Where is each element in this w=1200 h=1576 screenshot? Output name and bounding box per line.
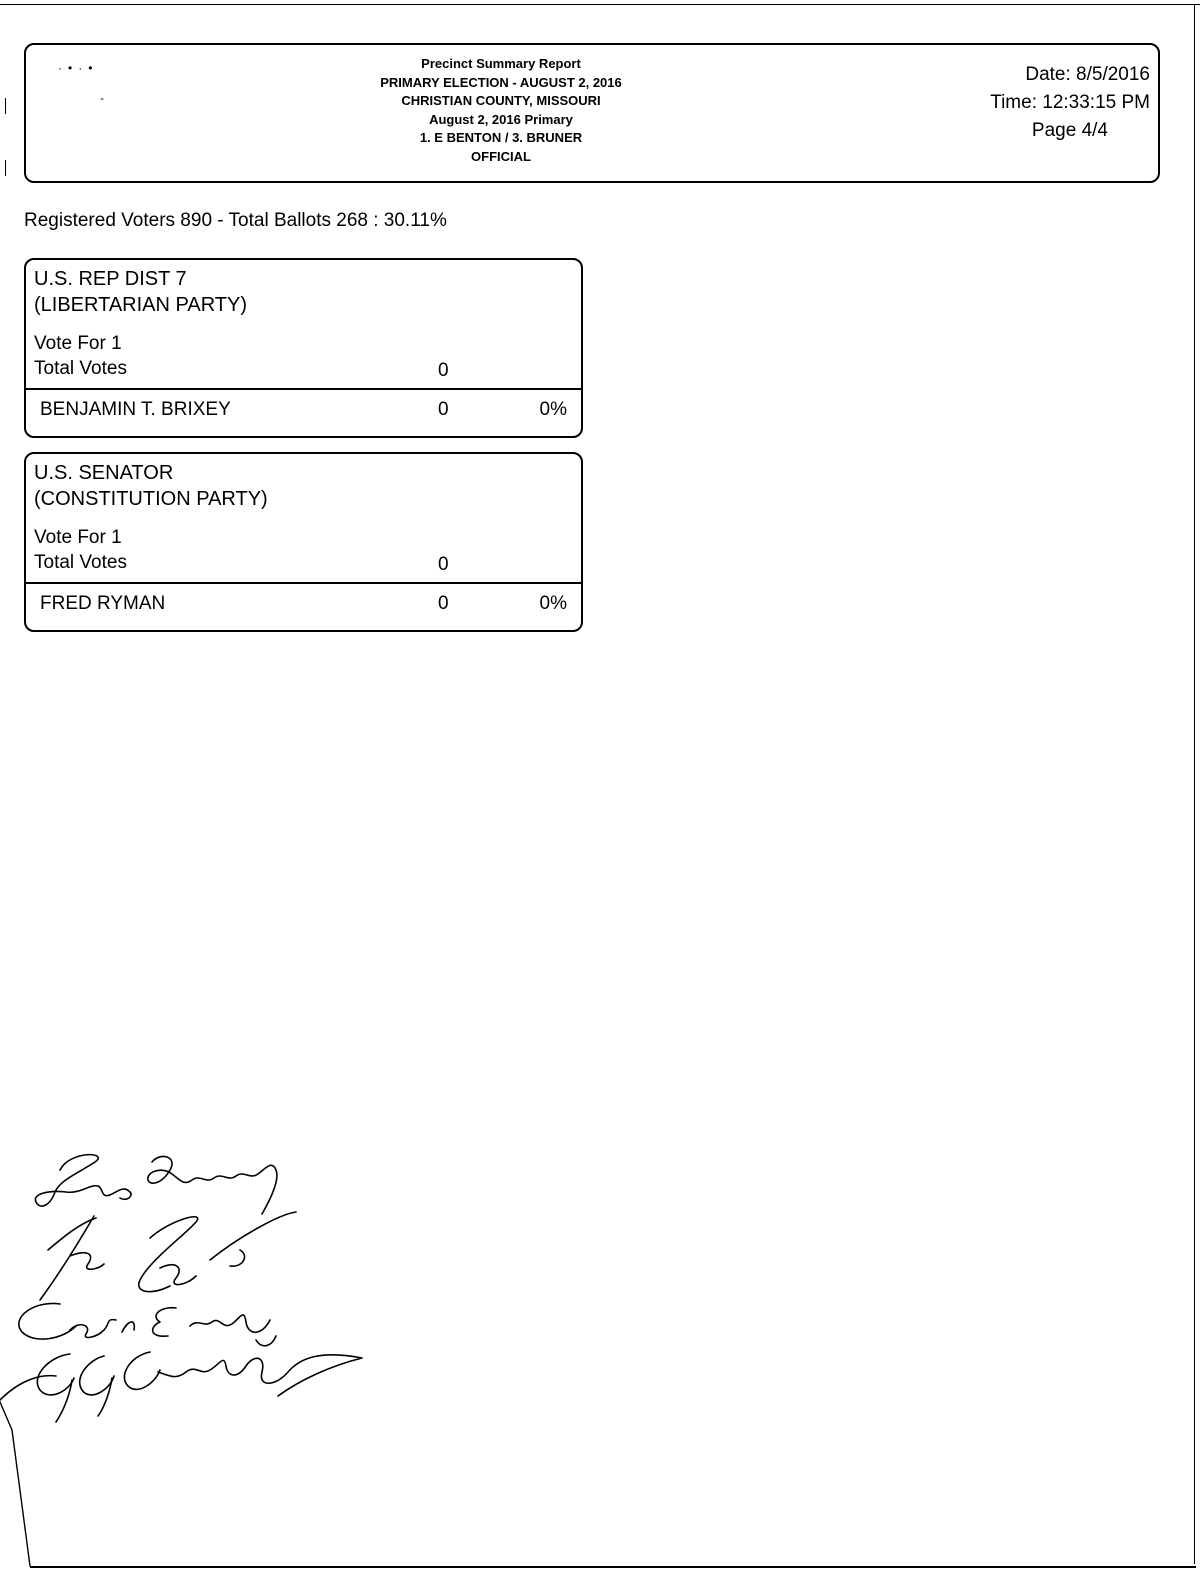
turnout-summary: Registered Voters 890 - Total Ballots 268 : 30.11% — [24, 210, 447, 231]
margin-tick — [5, 160, 6, 176]
county-name: CHRISTIAN COUNTY, MISSOURI — [401, 93, 601, 108]
contest-divider — [26, 582, 581, 584]
candidate-percent: 0% — [539, 593, 567, 614]
margin-tick — [5, 98, 6, 114]
contest-box — [24, 452, 583, 632]
total-votes-label: Total Votes — [34, 552, 127, 573]
scan-mark-icon: - — [100, 91, 104, 105]
election-date: August 2, 2016 Primary — [429, 111, 573, 127]
report-meta — [990, 61, 1150, 145]
contest-party: (LIBERTARIAN PARTY) — [34, 294, 248, 316]
report-header — [24, 43, 1160, 183]
contest-party: (CONSTITUTION PARTY) — [34, 488, 268, 510]
page-right-rule — [1194, 4, 1195, 1564]
vote-for-label: Vote For 1 — [34, 333, 122, 354]
election-name: PRIMARY ELECTION - AUGUST 2, 2016 — [380, 74, 622, 90]
page-number: Page 4/4 — [1031, 120, 1108, 141]
total-votes-label: Total Votes — [34, 358, 127, 379]
scan-marks-icon: ·•·• — [58, 61, 99, 75]
contest-title — [34, 266, 247, 318]
handwritten-signatures-icon — [0, 1140, 400, 1576]
total-votes-value: 0 — [438, 554, 449, 575]
contest-divider — [26, 388, 581, 390]
candidate-votes: 0 — [438, 399, 449, 420]
total-votes-value: 0 — [438, 360, 449, 381]
candidate-name: FRED RYMAN — [40, 593, 166, 614]
report-time: Time: 12:33:15 PM — [990, 92, 1150, 113]
vote-for-label: Vote For 1 — [34, 527, 122, 548]
candidate-percent: 0% — [539, 399, 567, 420]
report-title: Precinct Summary Report — [421, 56, 581, 71]
page-top-rule — [0, 4, 1200, 5]
candidate-name: BENJAMIN T. BRIXEY — [40, 399, 231, 420]
report-status: OFFICIAL — [471, 148, 531, 164]
contest-box — [24, 258, 583, 438]
contest-title — [34, 460, 268, 512]
precinct-name: 1. E BENTON / 3. BRUNER — [419, 130, 583, 145]
candidate-votes: 0 — [438, 593, 449, 614]
contest-office: U.S. SENATOR — [34, 462, 174, 484]
report-title-block — [326, 55, 676, 166]
contest-office: U.S. REP DIST 7 — [34, 268, 187, 290]
report-date: Date: 8/5/2016 — [1025, 64, 1150, 85]
